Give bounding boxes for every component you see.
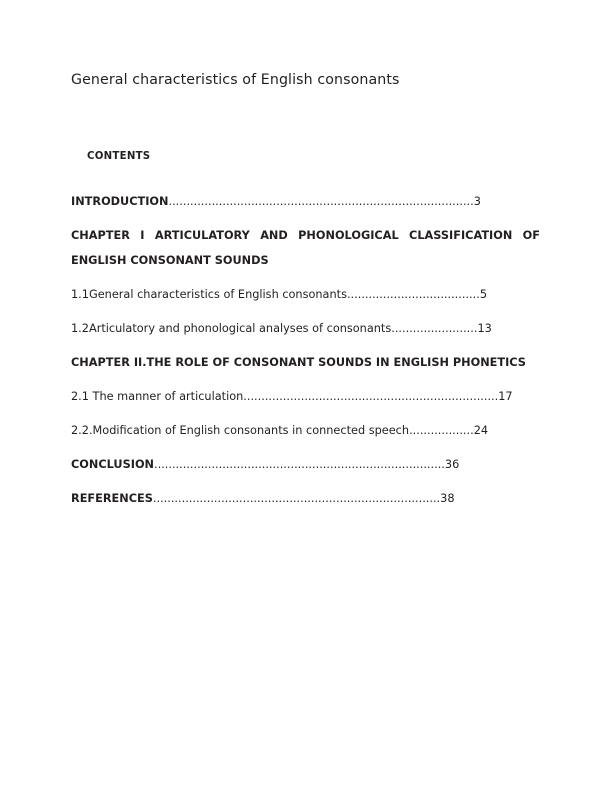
- toc-entry-section-1-2[interactable]: [71, 316, 540, 341]
- toc-entry-label: CHAPTER II.THE ROLE OF CONSONANT SOUNDS IN ENGLISH PHONETICS: [71, 356, 526, 370]
- toc-dot-leader: .................................................................................: [154, 458, 445, 472]
- document-body: [71, 0, 540, 512]
- toc-page-number: 17: [498, 390, 513, 404]
- table-of-contents: [71, 189, 540, 512]
- toc-dot-leader: ..................: [409, 424, 474, 438]
- toc-entry-section-1-1[interactable]: [71, 282, 540, 307]
- toc-entry-section-2-1[interactable]: [71, 384, 540, 409]
- toc-page-number: 5: [479, 288, 488, 302]
- toc-entry-label: CONCLUSION: [71, 458, 155, 472]
- toc-entry-chapter-2[interactable]: [71, 350, 540, 375]
- toc-dot-leader: .....................................: [346, 288, 480, 302]
- toc-page-number: 3: [473, 195, 481, 208]
- toc-entry-introduction[interactable]: [71, 189, 540, 214]
- toc-page-number: 24: [473, 424, 489, 438]
- toc-entry-label: CHAPTER I ARTICULATORY AND PHONOLOGICAL CLASSIFICATION OF ENGLISH CONSONANT SOUNDS: [71, 229, 540, 268]
- toc-dot-leader: .....................................................................................: [168, 195, 474, 208]
- page-title: General characteristics of English consonants: [71, 72, 400, 88]
- toc-entry-label: INTRODUCTION: [71, 195, 169, 208]
- toc-dot-leader: ........................: [391, 322, 478, 336]
- toc-entry-label: 1.1General characteristics of English consonants: [71, 288, 347, 302]
- toc-entry-conclusion[interactable]: [71, 452, 540, 477]
- toc-page-number: 36: [444, 458, 460, 472]
- toc-dot-leader: ................................................................................: [152, 492, 441, 506]
- toc-entry-label: 1.2Articulatory and phonological analyses of consonants: [71, 322, 392, 336]
- contents-heading: CONTENTS: [87, 151, 151, 162]
- toc-entry-label: REFERENCES: [71, 492, 153, 506]
- toc-page-number: 13: [477, 322, 492, 336]
- toc-entry-section-2-2[interactable]: [71, 418, 540, 443]
- toc-entry-label: 2.2.Modification of English consonants in connected speech: [71, 424, 410, 438]
- toc-entry-chapter-1[interactable]: [71, 223, 540, 274]
- toc-entry-label: 2.1 The manner of articulation: [71, 390, 244, 404]
- toc-page-number: 38: [440, 492, 455, 506]
- toc-dot-leader: .......................................................................: [243, 390, 499, 404]
- toc-entry-references[interactable]: [71, 486, 540, 511]
